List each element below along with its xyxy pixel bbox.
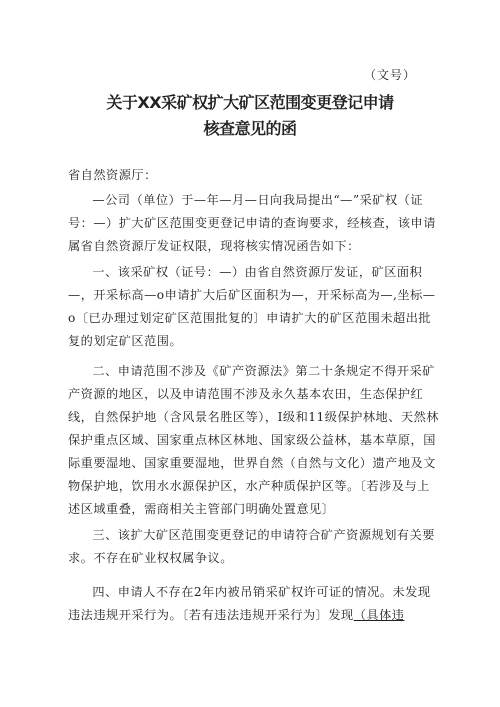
title-line-1: 关于XX采矿权扩大矿区范围变更登记申请 [106, 93, 394, 112]
paragraph-1: 一、该采矿权（证号：—）由省自然资源厅发证，矿区面积—，开采标高—o申请扩大后矿区面积为—，开采标高为—,坐标—o〔已办理过划定矿区范围批复的〕申请扩大的矿区范围未超出批复的划定矿区范围。 [68, 265, 436, 348]
paragraph-4-text: 四、申请人不存在2年内被吊销采矿权许可证的情况。未发现违法违规开采行为。〔若有违法违规开采行为〕发现 [68, 585, 431, 622]
paragraph-2: 二、申请范围不涉及《矿产资源法》第二十条规定不得开采矿产资源的地区，以及申请范围不涉及永久基本农田，生态保护红线，自然保护地（含风景名胜区等），I级和11级保护林地、天然林保护重点区域、国家重点林区林地、国家级公益林，基本草原，国际重要湿地、国家重要湿地，世界自然（自然与文化）遗产地及文物保护地，饮用水水源保护区，水产种质保护区等。〔若涉及与上述区域重叠，需商相关主管部门明确处置意见〕 [68, 364, 439, 516]
paragraph-3: 三、该扩大矿区范围变更登记的申请符合矿产资源规划有关要求。不存在矿业权权属争议。 [68, 528, 435, 565]
document-body [68, 164, 440, 627]
salutation: 省自然资源厅： [68, 168, 157, 182]
paragraph-intro: —公司（单位）于—年—月—日向我局提出“—”采矿权（证号：—）扩大矿区范围变更登记申请的查询要求，经核查，该申请属省自然资源厅发证权限，现将核实情况函告如下： [68, 193, 436, 253]
document-number: （文号） [363, 68, 416, 82]
document-title [0, 90, 500, 142]
paragraph-4-underlined: （具体违 [353, 608, 405, 622]
title-line-2: 核查意见的函 [203, 119, 297, 138]
paragraph-4 [68, 581, 440, 627]
